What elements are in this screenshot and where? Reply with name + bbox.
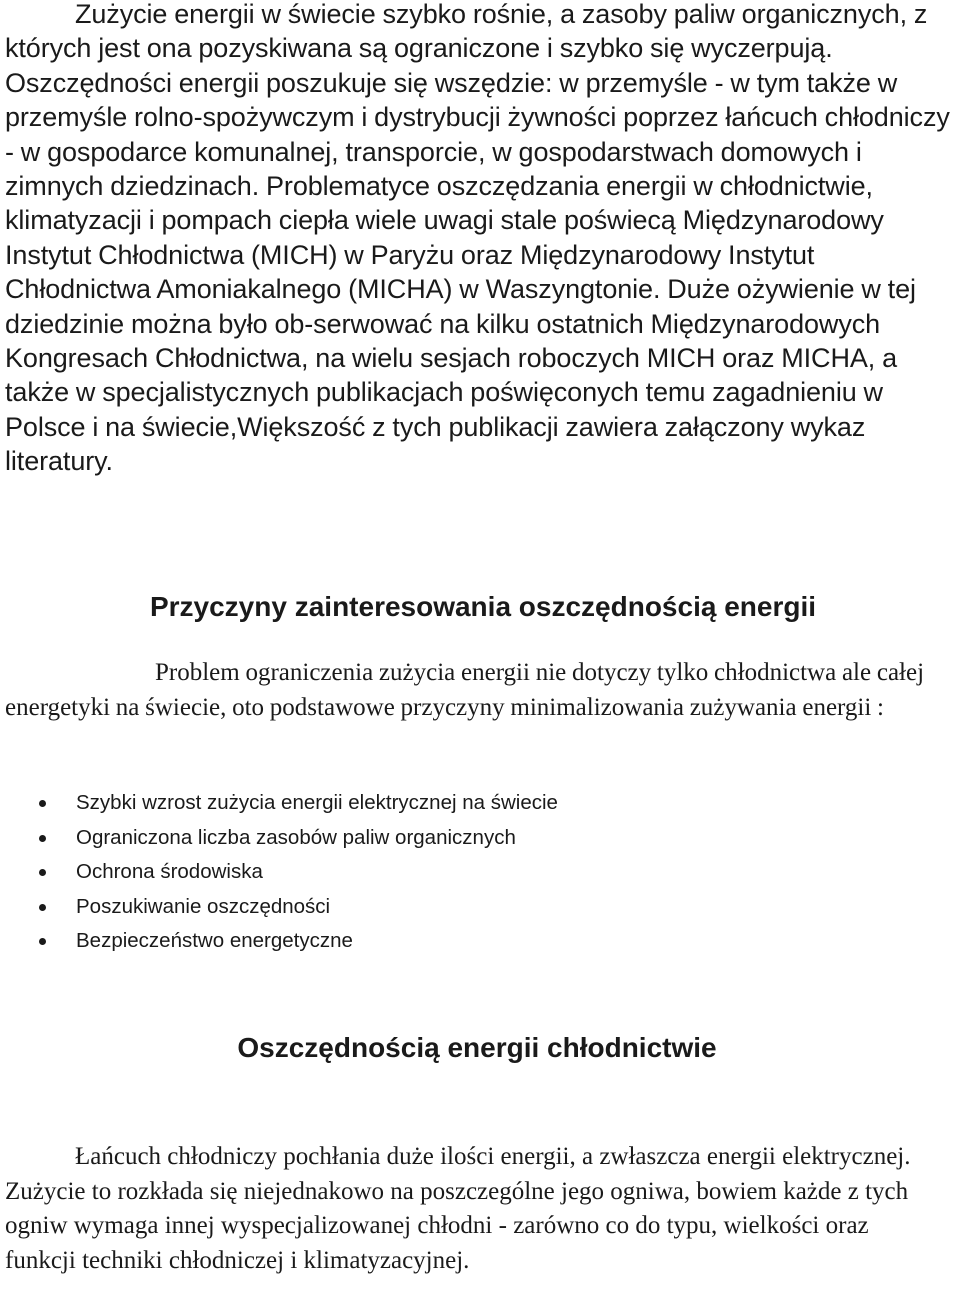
bullet-icon xyxy=(39,938,46,945)
intro-paragraph: Zużycie energii w świecie szybko rośnie, a zasoby paliw organicznych, z których jest ona pozyskiwana są ograniczone i szybko się wyczerpują. Oszczędności energii poszukuje się wszędzie: w przemyśle - w tym także w przemyśle rolno-spożywczym i dystrybucji żywności poprzez łańcuch chłodniczy - w gospodarce komunalnej, transporcie, w gospodarstwach domowych i zimnych dziedzinach. Problematyce oszczędzania energii w chłodnictwie, klimatyzacji i pompach ciepła wiele uwagi stale poświecą Międzynarodowy Instytut Chłodnictwa (MICH) w Paryżu oraz Międzynarodowy Instytut Chłodnictwa Amoniakalnego (MICHA) w Waszyngtonie. Duże ożywienie w tej dziedzinie można było ob-serwować na kilku ostatnich Międzynarodowych Kongresach Chłodnictwa, na wielu sesjach roboczych MICH oraz MICHA, a także w specjalistycznych publikacjach poświęconych temu zagadnieniu w Polsce i na świecie,Większość z tych publikacji zawiera załączony wykaz literatury. xyxy=(5,0,950,477)
list-item xyxy=(0,924,558,959)
list-item-text: Poszukiwanie oszczędności xyxy=(76,894,331,918)
refrigeration-paragraph: Łańcuch chłodniczy pochłania duże ilości energii, a zwłaszcza energii elektrycznej. Zużycie to rozkłada się niejednakowo na poszczególne jego ogniwa, bowiem każde z tych ogniw wymaga innej wyspecjalizowanej chłodni - zarówno co do typu, wielkości oraz funkcji techniki chłodniczej i klimatyzacyjnej. xyxy=(5,1143,911,1274)
list-item-text: Ograniczona liczba zasobów paliw organicznych xyxy=(76,825,516,849)
list-item-text: Szybki wzrost zużycia energii elektrycznej na świecie xyxy=(76,791,558,814)
list-item xyxy=(0,855,558,890)
list-item xyxy=(0,786,558,821)
reasons-bullet-list xyxy=(0,786,558,959)
list-item xyxy=(0,821,558,856)
list-item-text: Bezpieczeństwo energetyczne xyxy=(76,929,353,952)
bullet-icon xyxy=(39,800,46,807)
reasons-paragraph: Problem ograniczenia zużycia energii nie dotyczy tylko chłodnictwa ale całej energetyki na świecie, oto podstawowe przyczyny minimalizowania zużywania energii : xyxy=(5,659,925,721)
list-item-text: Ochrona środowiska xyxy=(76,860,263,883)
bullet-icon xyxy=(39,869,46,876)
section-heading-reasons: Przyczyny zainteresowania oszczędnością energii xyxy=(149,591,817,622)
bullet-icon xyxy=(39,904,46,911)
bullet-icon xyxy=(39,835,46,842)
section-heading-refrigeration: Oszczędnością energii chłodnictwie xyxy=(237,1032,717,1063)
list-item xyxy=(0,890,558,925)
